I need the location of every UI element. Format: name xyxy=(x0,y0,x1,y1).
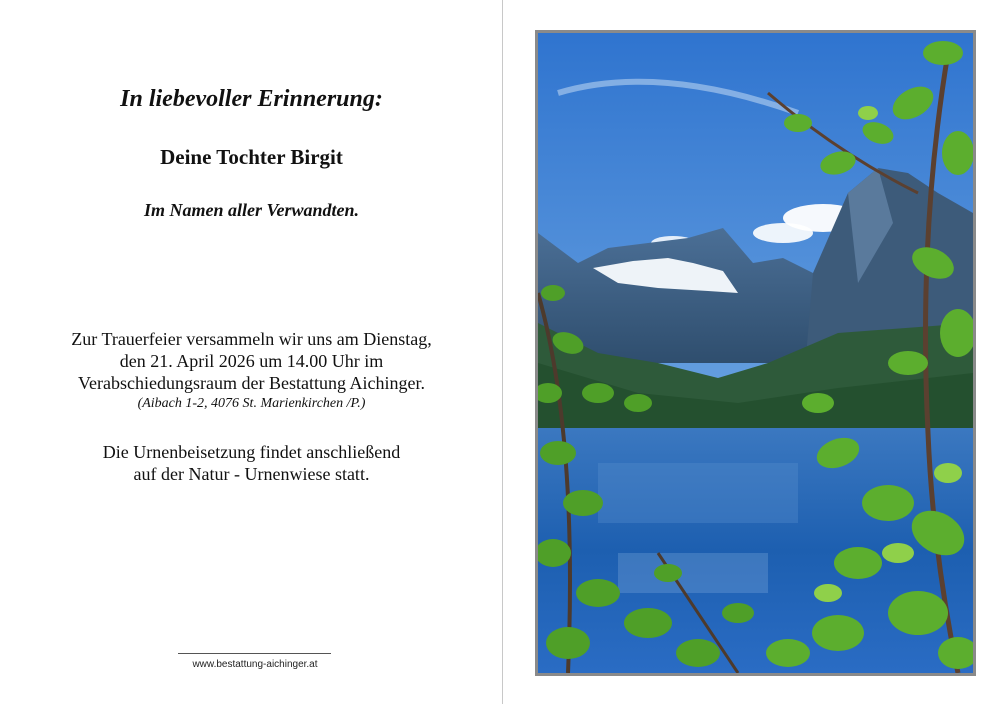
burial-line: auf der Natur - Urnenwiese statt. xyxy=(133,464,370,484)
service-line: Verabschiedungsraum der Bestattung Aichinger. xyxy=(78,373,425,393)
daughter-name: Deine Tochter Birgit xyxy=(160,145,343,169)
service-address: (Aibach 1-2, 4076 St. Marienkirchen /P.) xyxy=(137,396,366,411)
mountain-lake-image xyxy=(538,33,973,673)
service-line: den 21. April 2026 um 14.00 Uhr im xyxy=(119,351,384,371)
card-fold-line xyxy=(502,0,503,704)
burial-announcement xyxy=(0,441,503,485)
relatives-line: Im Namen aller Verwandten. xyxy=(143,200,360,220)
burial-line: Die Urnenbeisetzung findet anschließend xyxy=(102,442,401,462)
footer-divider xyxy=(178,653,331,654)
memorial-photo xyxy=(535,30,976,676)
memorial-heading: In liebevoller Erinnerung: xyxy=(120,86,383,112)
service-announcement xyxy=(0,328,503,414)
website-link[interactable]: www.bestattung-aichinger.at xyxy=(192,659,318,670)
service-line: Zur Trauerfeier versammeln wir uns am Dienstag, xyxy=(71,329,432,349)
